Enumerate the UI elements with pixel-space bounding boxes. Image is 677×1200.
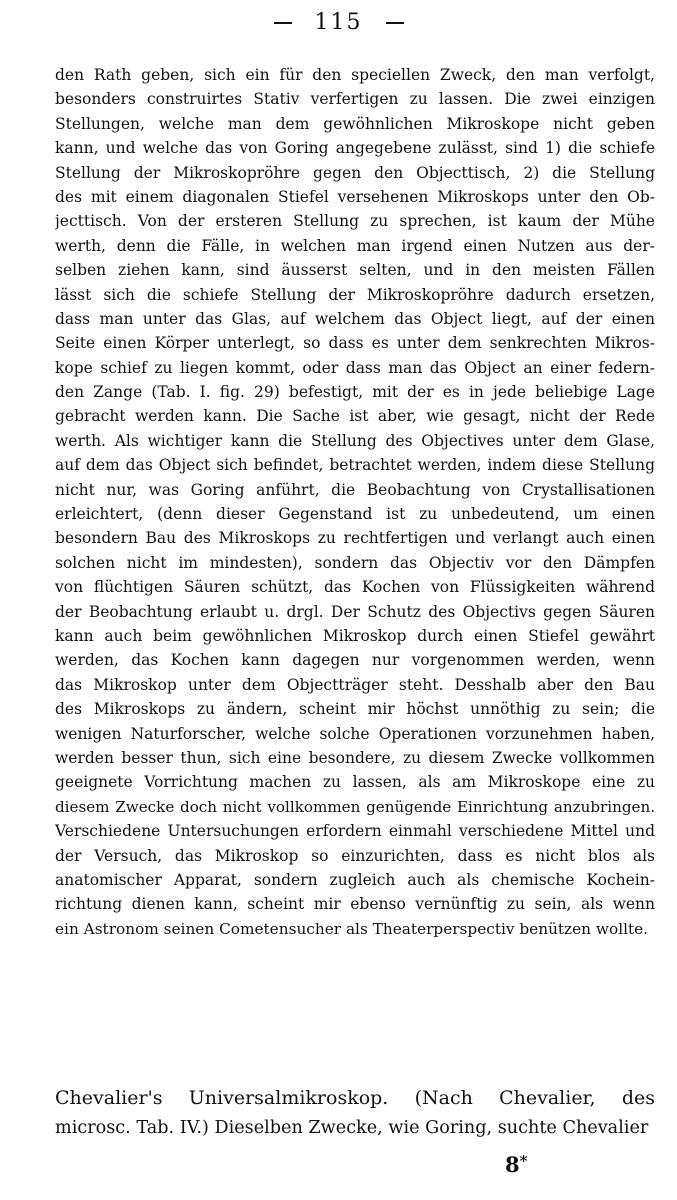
text-line: dass man unter das Glas, auf welchem das Object liegt, auf der einen — [55, 309, 655, 328]
text-line: kann, und welche das von Goring angegebene zulässt, sind 1) die schiefe — [55, 139, 655, 158]
signature-number: 8 — [505, 1152, 520, 1177]
section-heading-paragraph — [55, 1083, 655, 1143]
text-line: werth. Als wichtiger kann die Stellung des Objectives unter dem Glase, — [55, 431, 655, 450]
text-line: besondern Bau des Mikroskops zu rechtfertigen und verlangt auch einen — [55, 529, 655, 548]
text-line: Stellungen, welche man dem gewöhnlichen Mikroskope nicht geben — [55, 114, 655, 133]
text-line: werden, das Kochen kann dagegen nur vorgenommen werden, wenn — [55, 651, 655, 670]
text-line: des Mikroskops zu ändern, scheint mir höchst unnöthig zu sein; die — [55, 700, 655, 719]
text-line: nicht nur, was Goring anführt, die Beobachtung von Crystallisationen — [55, 480, 655, 499]
text-line: auf dem das Object sich befindet, betrachtet werden, indem diese Stellung — [55, 456, 655, 475]
body-text — [55, 63, 655, 941]
page-header — [0, 10, 677, 35]
section-line-2: microsc. Tab. IV.) Dieselben Zwecke, wie Goring, suchte Chevalier — [55, 1118, 649, 1138]
text-line: Seite einen Körper unterlegt, so dass es unter dem senkrechten Mikros- — [55, 334, 655, 353]
text-line: lässt sich die schiefe Stellung der Mikroskopröhre dadurch ersetzen, — [55, 285, 655, 304]
text-line: der Versuch, das Mikroskop so einzurichten, dass es nicht blos als — [55, 846, 655, 865]
text-line: ein Astronom seinen Cometensucher als Theaterperspectiv benützen wollte. — [55, 919, 649, 938]
text-line: das Mikroskop unter dem Objectträger steht. Desshalb aber den Bau — [55, 675, 655, 694]
text-line: der Beobachtung erlaubt u. drgl. Der Schutz des Objectivs gegen Säuren — [55, 602, 655, 621]
text-line: Verschiedene Untersuchungen erfordern einmahl verschiedene Mittel und — [55, 822, 655, 841]
text-line: erleichtert, (denn dieser Gegenstand ist zu unbedeutend, um einen — [55, 505, 655, 524]
header-dash-right — [386, 22, 404, 24]
text-line: kann auch beim gewöhnlichen Mikroskop durch einen Stiefel gewährt — [55, 626, 655, 645]
text-line: selben ziehen kann, sind äusserst selten, und in den meisten Fällen — [55, 261, 655, 280]
text-line: richtung dienen kann, scheint mir ebenso vernünftig zu sein, als wenn — [55, 895, 655, 914]
text-line: besonders construirtes Stativ verfertigen zu lassen. Die zwei einzigen — [55, 90, 655, 109]
text-line: den Rath geben, sich ein für den speciellen Zweck, den man verfolgt, — [55, 66, 655, 84]
signature-star: * — [519, 1152, 528, 1170]
text-line: des mit einem diagonalen Stiefel versehenen Mikroskops unter den Ob- — [55, 187, 655, 206]
signature-mark — [505, 1152, 527, 1177]
text-line: werth, denn die Fälle, in welchen man irgend einen Nutzen aus der- — [55, 236, 655, 255]
text-line: Stellung der Mikroskopröhre gegen den Objecttisch, 2) die Stellung — [55, 163, 655, 182]
text-line: den Zange (Tab. I. fig. 29) befestigt, mit der es in jede beliebige Lage — [55, 383, 655, 402]
text-line: von flüchtigen Säuren schützt, das Kochen von Flüssigkeiten während — [55, 578, 655, 597]
text-line: solchen nicht im mindesten), sondern das Objectiv vor den Dämpfen — [55, 553, 655, 572]
header-dash-left — [274, 22, 292, 24]
section-line-1: Chevalier's Universalmikroskop. (Nach Chevalier, des — [55, 1087, 655, 1109]
text-line: kope schief zu liegen kommt, oder dass man das Object an einer federn- — [55, 358, 655, 377]
text-line: anatomischer Apparat, sondern zugleich auch als chemische Kochein- — [55, 870, 655, 889]
text-line: diesem Zwecke doch nicht vollkommen genügende Einrichtung anzubringen. — [55, 797, 655, 816]
text-line: werden besser thun, sich eine besondere, zu diesem Zwecke vollkommen — [55, 748, 655, 767]
page-number: 115 — [314, 10, 363, 35]
text-line: jecttisch. Von der ersteren Stellung zu sprechen, ist kaum der Mühe — [55, 212, 655, 231]
text-line: wenigen Naturforscher, welche solche Operationen vorzunehmen haben, — [55, 724, 655, 743]
text-line: gebracht werden kann. Die Sache ist aber, wie gesagt, nicht der Rede — [55, 407, 655, 426]
text-line: geeignete Vorrichtung machen zu lassen, als am Mikroskope eine zu — [55, 773, 655, 792]
